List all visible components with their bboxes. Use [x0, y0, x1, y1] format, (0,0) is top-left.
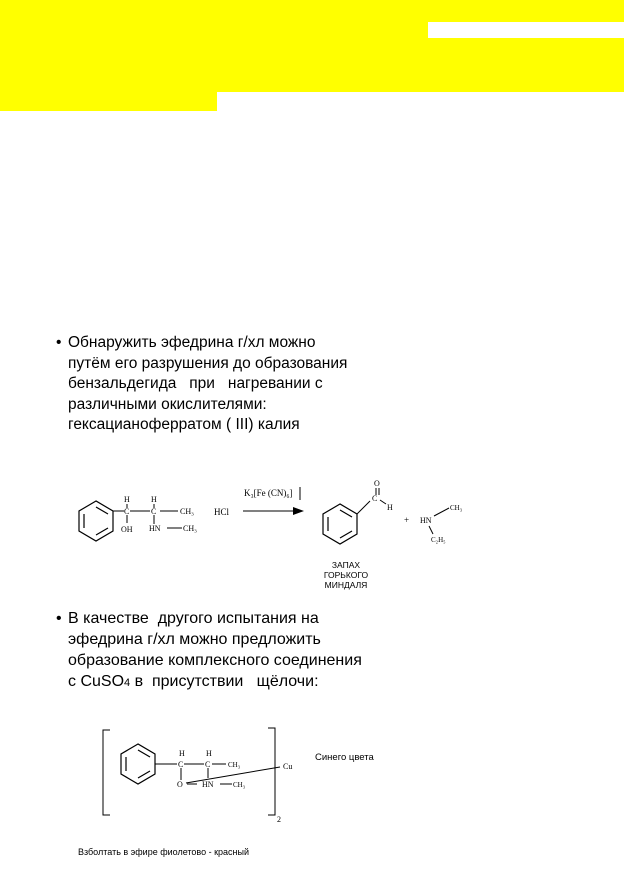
plus-sign: +	[404, 515, 410, 525]
highlight-mid-left2	[0, 38, 428, 92]
atom-label: H	[151, 495, 157, 504]
benzene-ring-reactant	[79, 501, 113, 541]
highlight-top	[0, 0, 624, 22]
hcl-label: HCl	[214, 507, 230, 517]
atom-label: CH₃	[180, 507, 194, 516]
text-line: образование комплексного соединения	[68, 652, 362, 669]
atom-label: C₂H₅	[431, 536, 446, 544]
atom-label: H	[179, 749, 185, 758]
atom-label: HN	[202, 780, 214, 789]
atom-label: OH	[121, 525, 133, 534]
bullet-marker: •	[56, 610, 62, 627]
benzene-ring-product	[323, 504, 357, 544]
atom-label: HN	[149, 524, 161, 533]
atom-label: Cu	[283, 762, 293, 771]
text-line	[68, 671, 362, 694]
benzene-ring-complex	[121, 744, 155, 784]
atom-label: CH₃	[233, 781, 246, 789]
atom-label: C	[151, 507, 157, 516]
bullet-text-2	[56, 608, 362, 694]
bullet-marker: •	[56, 334, 62, 351]
reaction-scheme-1	[0, 470, 624, 600]
atom-label: CH₃	[228, 761, 241, 769]
footnote-text: Взболтать в эфире фиолетово - красный	[78, 847, 250, 857]
subscript: 4	[124, 677, 131, 689]
bracket-right	[268, 728, 275, 815]
atom-label: H	[387, 503, 393, 512]
caption-line: ЗАПАХ	[331, 560, 361, 570]
color-label: Синего цвета	[315, 752, 374, 763]
bullet-text-1	[56, 333, 347, 436]
bracket-left	[103, 730, 110, 815]
text-segment: с CuSO	[68, 673, 125, 690]
atom-label: C	[372, 494, 378, 503]
caption-line: ГОРЬКОГО	[323, 570, 369, 580]
atom-label: C	[124, 507, 130, 516]
highlight-mid-right	[428, 38, 624, 92]
text-line: В качестве другого испытания на	[68, 610, 319, 627]
highlight-mid-left	[0, 22, 428, 38]
highlight-bottom	[0, 92, 217, 111]
atom-label: CH₃	[183, 524, 197, 533]
atom-label: H	[206, 749, 212, 758]
text-line: эфедрина г/хл можно предложить	[68, 631, 321, 648]
text-line: гексацианоферратом ( III) калия	[68, 416, 300, 433]
atom-label: H	[124, 495, 130, 504]
reaction-arrow	[293, 507, 304, 515]
text-line: бензальдегида при нагревании с	[68, 375, 323, 392]
complex-structure	[0, 720, 624, 830]
atom-label: CH₃	[450, 504, 463, 512]
atom-label: HN	[420, 516, 432, 525]
subscript: 2	[277, 815, 281, 824]
text-line: Обнаружить эфедрина г/хл можно	[68, 334, 316, 351]
product-caption	[318, 560, 374, 590]
atom-label: C	[205, 760, 211, 769]
reagent-label: K₃[Fe (CN)₆]	[244, 488, 293, 498]
atom-label: O	[374, 479, 380, 488]
text-line: различными окислителями:	[68, 395, 267, 413]
text-segment: в присутствии щёлочи:	[130, 673, 319, 690]
caption-line: МИНДАЛЯ	[324, 580, 368, 590]
text-line: путём его разрушения до образования	[68, 354, 348, 372]
atom-label: C	[178, 760, 184, 769]
atom-label: O	[177, 780, 183, 789]
